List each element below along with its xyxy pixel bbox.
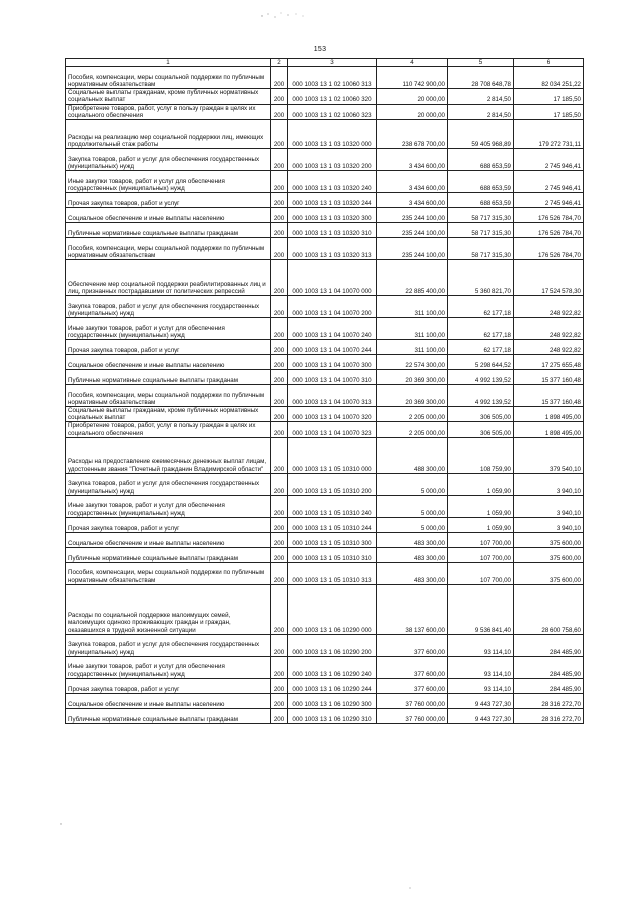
unexecuted-amount-cell: 176 526 784,70 — [514, 223, 584, 238]
table-row — [66, 634, 584, 656]
budget-classification-code-cell: 000 1003 13 1 04 10070 200 — [288, 296, 377, 318]
column-header: 6 — [514, 59, 584, 67]
table-row — [66, 193, 584, 208]
table-row — [66, 318, 584, 340]
budget-classification-code-cell: 000 1003 13 1 04 10070 244 — [288, 340, 377, 355]
table-row — [66, 656, 584, 678]
executed-amount-cell: 93 114,10 — [448, 634, 514, 656]
column-header: 2 — [271, 59, 288, 67]
budget-classification-code-cell: 000 1003 13 1 02 10060 323 — [288, 104, 377, 119]
unexecuted-amount-cell: 284 485,90 — [514, 634, 584, 656]
table-row — [66, 385, 584, 407]
department-code-cell: 200 — [271, 547, 288, 562]
expense-name-cell: Социальное обеспечение и иные выплаты населению — [66, 208, 271, 223]
executed-amount-cell: 62 177,18 — [448, 318, 514, 340]
expense-name-cell: Прочая закупка товаров, работ и услуг — [66, 340, 271, 355]
budget-classification-code-cell: 000 1003 13 1 06 10290 300 — [288, 693, 377, 708]
executed-amount-cell: 9 443 727,30 — [448, 708, 514, 723]
department-code-cell: 200 — [271, 223, 288, 238]
approved-amount-cell: 110 742 900,00 — [377, 67, 448, 89]
department-code-cell: 200 — [271, 355, 288, 370]
unexecuted-amount-cell: 284 485,90 — [514, 678, 584, 693]
expense-name-cell: Социальное обеспечение и иные выплаты населению — [66, 532, 271, 547]
budget-classification-code-cell: 000 1003 13 1 05 10310 000 — [288, 437, 377, 473]
unexecuted-amount-cell: 28 316 272,70 — [514, 693, 584, 708]
approved-amount-cell: 5 000,00 — [377, 495, 448, 517]
unexecuted-amount-cell: 3 940,10 — [514, 473, 584, 495]
expense-name-cell: Социальные выплаты гражданам, кроме публичных нормативных социальных выплат — [66, 89, 271, 104]
budget-classification-code-cell: 000 1003 13 1 04 10070 000 — [288, 260, 377, 296]
budget-classification-code-cell: 000 1003 13 1 05 10310 244 — [288, 517, 377, 532]
unexecuted-amount-cell: 3 940,10 — [514, 517, 584, 532]
department-code-cell: 200 — [271, 532, 288, 547]
table-row — [66, 517, 584, 532]
executed-amount-cell: 107 700,00 — [448, 547, 514, 562]
approved-amount-cell: 20 369 300,00 — [377, 370, 448, 385]
table-row — [66, 437, 584, 473]
budget-classification-code-cell: 000 1003 13 1 04 10070 320 — [288, 407, 377, 422]
department-code-cell: 200 — [271, 67, 288, 89]
budget-classification-code-cell: 000 1003 13 1 03 10320 310 — [288, 223, 377, 238]
executed-amount-cell: 58 717 315,30 — [448, 223, 514, 238]
table-row — [66, 407, 584, 422]
unexecuted-amount-cell: 375 600,00 — [514, 562, 584, 584]
executed-amount-cell: 58 717 315,30 — [448, 208, 514, 223]
department-code-cell: 200 — [271, 318, 288, 340]
expense-name-cell: Расходы на предоставление ежемесячных денежных выплат лицам, удостоенным звания "Почетный гражданин Владимирской области" — [66, 437, 271, 473]
table-row — [66, 340, 584, 355]
table-row — [66, 67, 584, 89]
department-code-cell: 200 — [271, 260, 288, 296]
expense-name-cell: Закупка товаров, работ и услуг для обеспечения государственных (муниципальных) нужд — [66, 473, 271, 495]
approved-amount-cell: 2 205 000,00 — [377, 422, 448, 437]
department-code-cell: 200 — [271, 296, 288, 318]
table-row — [66, 547, 584, 562]
table-row — [66, 120, 584, 149]
approved-amount-cell: 5 000,00 — [377, 517, 448, 532]
table-row — [66, 532, 584, 547]
approved-amount-cell: 20 369 300,00 — [377, 385, 448, 407]
executed-amount-cell: 2 814,50 — [448, 104, 514, 119]
expense-name-cell: Иные закупки товаров, работ и услуг для обеспечения государственных (муниципальных) нужд — [66, 318, 271, 340]
executed-amount-cell: 58 717 315,30 — [448, 238, 514, 260]
unexecuted-amount-cell: 179 272 731,11 — [514, 120, 584, 149]
approved-amount-cell: 22 574 300,00 — [377, 355, 448, 370]
budget-classification-code-cell: 000 1003 13 1 06 10290 240 — [288, 656, 377, 678]
unexecuted-amount-cell: 248 922,82 — [514, 296, 584, 318]
executed-amount-cell: 688 653,59 — [448, 149, 514, 171]
expense-name-cell: Прочая закупка товаров, работ и услуг — [66, 193, 271, 208]
budget-classification-code-cell: 000 1003 13 1 05 10310 310 — [288, 547, 377, 562]
unexecuted-amount-cell: 2 745 946,41 — [514, 149, 584, 171]
budget-classification-code-cell: 000 1003 13 1 05 10310 300 — [288, 532, 377, 547]
table-row — [66, 149, 584, 171]
table-row — [66, 584, 584, 634]
unexecuted-amount-cell: 3 940,10 — [514, 495, 584, 517]
budget-classification-code-cell: 000 1003 13 1 05 10310 200 — [288, 473, 377, 495]
expense-name-cell: Социальное обеспечение и иные выплаты населению — [66, 355, 271, 370]
approved-amount-cell: 483 300,00 — [377, 562, 448, 584]
budget-classification-code-cell: 000 1003 13 1 03 10320 244 — [288, 193, 377, 208]
table-row — [66, 89, 584, 104]
table-row — [66, 562, 584, 584]
expense-name-cell: Расходы по социальной поддержке малоимущих семей, малоимущих одиноко проживающих граждан и граждан, оказавшихся в трудной жизненной ситуации — [66, 584, 271, 634]
executed-amount-cell: 107 700,00 — [448, 532, 514, 547]
executed-amount-cell: 1 059,90 — [448, 517, 514, 532]
department-code-cell: 200 — [271, 678, 288, 693]
unexecuted-amount-cell: 248 922,82 — [514, 318, 584, 340]
department-code-cell: 200 — [271, 517, 288, 532]
table-row — [66, 708, 584, 723]
expense-name-cell: Обеспечение мер социальной поддержки реабилитированных лиц и лиц, признанных пострадавшими от политических репрессий — [66, 260, 271, 296]
table-row — [66, 296, 584, 318]
executed-amount-cell: 5 360 821,70 — [448, 260, 514, 296]
expense-name-cell: Пособия, компенсации, меры социальной поддержки по публичным нормативным обязательствам — [66, 238, 271, 260]
column-header: 3 — [288, 59, 377, 67]
expense-name-cell: Пособия, компенсации, меры социальной поддержки по публичным нормативным обязательствам — [66, 385, 271, 407]
unexecuted-amount-cell: 17 185,50 — [514, 104, 584, 119]
expense-name-cell: Прочая закупка товаров, работ и услуг — [66, 517, 271, 532]
expense-name-cell: Иные закупки товаров, работ и услуг для обеспечения государственных (муниципальных) нужд — [66, 495, 271, 517]
page-number: 153 — [313, 46, 327, 53]
unexecuted-amount-cell: 176 526 784,70 — [514, 238, 584, 260]
budget-classification-code-cell: 000 1003 13 1 04 10070 323 — [288, 422, 377, 437]
unexecuted-amount-cell: 248 922,82 — [514, 340, 584, 355]
department-code-cell: 200 — [271, 385, 288, 407]
unexecuted-amount-cell: 28 600 758,60 — [514, 584, 584, 634]
table-row — [66, 678, 584, 693]
executed-amount-cell: 2 814,50 — [448, 89, 514, 104]
budget-classification-code-cell: 000 1003 13 1 03 10320 000 — [288, 120, 377, 149]
expense-name-cell: Прочая закупка товаров, работ и услуг — [66, 678, 271, 693]
executed-amount-cell: 688 653,59 — [448, 171, 514, 193]
unexecuted-amount-cell: 375 600,00 — [514, 547, 584, 562]
expense-name-cell: Закупка товаров, работ и услуг для обеспечения государственных (муниципальных) нужд — [66, 296, 271, 318]
expense-name-cell: Публичные нормативные социальные выплаты гражданам — [66, 223, 271, 238]
expense-name-cell: Публичные нормативные социальные выплаты гражданам — [66, 370, 271, 385]
approved-amount-cell: 2 205 000,00 — [377, 407, 448, 422]
expense-name-cell: Закупка товаров, работ и услуг для обеспечения государственных (муниципальных) нужд — [66, 149, 271, 171]
table-row — [66, 473, 584, 495]
expense-name-cell: Публичные нормативные социальные выплаты гражданам — [66, 708, 271, 723]
expense-name-cell: Пособия, компенсации, меры социальной поддержки по публичным нормативным обязательствам — [66, 67, 271, 89]
unexecuted-amount-cell: 15 377 160,48 — [514, 370, 584, 385]
expense-name-cell: Иные закупки товаров, работ и услуг для обеспечения государственных (муниципальных) нужд — [66, 171, 271, 193]
unexecuted-amount-cell: 1 898 495,00 — [514, 407, 584, 422]
budget-classification-code-cell: 000 1003 13 1 03 10320 200 — [288, 149, 377, 171]
unexecuted-amount-cell: 28 316 272,70 — [514, 708, 584, 723]
table-row — [66, 260, 584, 296]
unexecuted-amount-cell: 375 600,00 — [514, 532, 584, 547]
expense-name-cell: Закупка товаров, работ и услуг для обеспечения государственных (муниципальных) нужд — [66, 634, 271, 656]
approved-amount-cell: 483 300,00 — [377, 547, 448, 562]
budget-classification-code-cell: 000 1003 13 1 05 10310 240 — [288, 495, 377, 517]
executed-amount-cell: 62 177,18 — [448, 340, 514, 355]
table-row — [66, 104, 584, 119]
budget-classification-code-cell: 000 1003 13 1 06 10290 310 — [288, 708, 377, 723]
budget-classification-code-cell: 000 1003 13 1 06 10290 200 — [288, 634, 377, 656]
budget-classification-code-cell: 000 1003 13 1 02 10060 313 — [288, 67, 377, 89]
unexecuted-amount-cell: 284 485,90 — [514, 656, 584, 678]
budget-classification-code-cell: 000 1003 13 1 06 10290 244 — [288, 678, 377, 693]
budget-classification-code-cell: 000 1003 13 1 04 10070 240 — [288, 318, 377, 340]
unexecuted-amount-cell: 17 275 655,48 — [514, 355, 584, 370]
expense-name-cell: Социальное обеспечение и иные выплаты населению — [66, 693, 271, 708]
budget-classification-code-cell: 000 1003 13 1 05 10310 313 — [288, 562, 377, 584]
unexecuted-amount-cell: 176 526 784,70 — [514, 208, 584, 223]
department-code-cell: 200 — [271, 149, 288, 171]
department-code-cell: 200 — [271, 584, 288, 634]
budget-execution-table — [65, 58, 584, 724]
expense-name-cell: Иные закупки товаров, работ и услуг для обеспечения государственных (муниципальных) нужд — [66, 656, 271, 678]
table-body — [66, 67, 584, 724]
executed-amount-cell: 1 059,90 — [448, 473, 514, 495]
expense-name-cell: Приобретение товаров, работ, услуг в пользу граждан в целях их социального обеспечения — [66, 104, 271, 119]
approved-amount-cell: 311 100,00 — [377, 318, 448, 340]
department-code-cell: 200 — [271, 495, 288, 517]
department-code-cell: 200 — [271, 693, 288, 708]
unexecuted-amount-cell: 15 377 160,48 — [514, 385, 584, 407]
unexecuted-amount-cell: 82 034 251,22 — [514, 67, 584, 89]
column-header: 5 — [448, 59, 514, 67]
executed-amount-cell: 59 405 968,89 — [448, 120, 514, 149]
department-code-cell: 200 — [271, 422, 288, 437]
expense-name-cell: Публичные нормативные социальные выплаты гражданам — [66, 547, 271, 562]
budget-classification-code-cell: 000 1003 13 1 03 10320 313 — [288, 238, 377, 260]
department-code-cell: 200 — [271, 708, 288, 723]
budget-classification-code-cell: 000 1003 13 1 04 10070 300 — [288, 355, 377, 370]
unexecuted-amount-cell: 2 745 946,41 — [514, 171, 584, 193]
expense-name-cell: Социальные выплаты гражданам, кроме публичных нормативных социальных выплат — [66, 407, 271, 422]
approved-amount-cell: 37 760 000,00 — [377, 693, 448, 708]
table-row — [66, 208, 584, 223]
department-code-cell: 200 — [271, 171, 288, 193]
approved-amount-cell: 20 000,00 — [377, 89, 448, 104]
table-row — [66, 495, 584, 517]
approved-amount-cell: 377 600,00 — [377, 656, 448, 678]
approved-amount-cell: 38 137 600,00 — [377, 584, 448, 634]
department-code-cell: 200 — [271, 340, 288, 355]
table-row — [66, 223, 584, 238]
column-header: 1 — [66, 59, 271, 67]
executed-amount-cell: 688 653,59 — [448, 193, 514, 208]
department-code-cell: 200 — [271, 238, 288, 260]
department-code-cell: 200 — [271, 407, 288, 422]
department-code-cell: 200 — [271, 89, 288, 104]
table-row — [66, 422, 584, 437]
expense-name-cell: Пособия, компенсации, меры социальной поддержки по публичным нормативным обязательствам — [66, 562, 271, 584]
department-code-cell: 200 — [271, 437, 288, 473]
budget-classification-code-cell: 000 1003 13 1 03 10320 300 — [288, 208, 377, 223]
executed-amount-cell: 4 992 139,52 — [448, 370, 514, 385]
department-code-cell: 200 — [271, 656, 288, 678]
approved-amount-cell: 311 100,00 — [377, 296, 448, 318]
department-code-cell: 200 — [271, 208, 288, 223]
approved-amount-cell: 20 000,00 — [377, 104, 448, 119]
budget-classification-code-cell: 000 1003 13 1 04 10070 313 — [288, 385, 377, 407]
approved-amount-cell: 377 600,00 — [377, 634, 448, 656]
approved-amount-cell: 483 300,00 — [377, 532, 448, 547]
budget-classification-code-cell: 000 1003 13 1 03 10320 240 — [288, 171, 377, 193]
unexecuted-amount-cell: 1 898 495,00 — [514, 422, 584, 437]
approved-amount-cell: 3 434 600,00 — [377, 149, 448, 171]
approved-amount-cell: 235 244 100,00 — [377, 238, 448, 260]
department-code-cell: 200 — [271, 370, 288, 385]
executed-amount-cell: 62 177,18 — [448, 296, 514, 318]
table-row — [66, 171, 584, 193]
department-code-cell: 200 — [271, 634, 288, 656]
table-header-row — [66, 59, 584, 67]
executed-amount-cell: 1 059,90 — [448, 495, 514, 517]
approved-amount-cell: 22 885 400,00 — [377, 260, 448, 296]
approved-amount-cell: 235 244 100,00 — [377, 223, 448, 238]
unexecuted-amount-cell: 17 185,50 — [514, 89, 584, 104]
approved-amount-cell: 5 000,00 — [377, 473, 448, 495]
executed-amount-cell: 306 505,00 — [448, 407, 514, 422]
executed-amount-cell: 93 114,10 — [448, 678, 514, 693]
expense-name-cell: Расходы на реализацию мер социальной поддержки лиц, имеющих продолжительный стаж работы — [66, 120, 271, 149]
executed-amount-cell: 108 759,90 — [448, 437, 514, 473]
approved-amount-cell: 488 300,00 — [377, 437, 448, 473]
budget-classification-code-cell: 000 1003 13 1 04 10070 310 — [288, 370, 377, 385]
table-row — [66, 238, 584, 260]
table-row — [66, 355, 584, 370]
executed-amount-cell: 5 298 644,52 — [448, 355, 514, 370]
executed-amount-cell: 93 114,10 — [448, 656, 514, 678]
budget-classification-code-cell: 000 1003 13 1 06 10290 000 — [288, 584, 377, 634]
unexecuted-amount-cell: 17 524 578,30 — [514, 260, 584, 296]
budget-classification-code-cell: 000 1003 13 1 02 10060 320 — [288, 89, 377, 104]
approved-amount-cell: 311 100,00 — [377, 340, 448, 355]
table-row — [66, 693, 584, 708]
expense-name-cell: Приобретение товаров, работ, услуг в пользу граждан в целях их социального обеспечения — [66, 422, 271, 437]
department-code-cell: 200 — [271, 562, 288, 584]
executed-amount-cell: 107 700,00 — [448, 562, 514, 584]
department-code-cell: 200 — [271, 120, 288, 149]
approved-amount-cell: 3 434 600,00 — [377, 171, 448, 193]
executed-amount-cell: 4 992 139,52 — [448, 385, 514, 407]
department-code-cell: 200 — [271, 104, 288, 119]
approved-amount-cell: 377 600,00 — [377, 678, 448, 693]
approved-amount-cell: 3 434 600,00 — [377, 193, 448, 208]
department-code-cell: 200 — [271, 473, 288, 495]
executed-amount-cell: 306 505,00 — [448, 422, 514, 437]
approved-amount-cell: 37 760 000,00 — [377, 708, 448, 723]
approved-amount-cell: 238 678 700,00 — [377, 120, 448, 149]
unexecuted-amount-cell: 379 540,10 — [514, 437, 584, 473]
unexecuted-amount-cell: 2 745 946,41 — [514, 193, 584, 208]
department-code-cell: 200 — [271, 193, 288, 208]
column-header: 4 — [377, 59, 448, 67]
table-row — [66, 370, 584, 385]
approved-amount-cell: 235 244 100,00 — [377, 208, 448, 223]
executed-amount-cell: 9 536 841,40 — [448, 584, 514, 634]
executed-amount-cell: 28 708 648,78 — [448, 67, 514, 89]
executed-amount-cell: 9 443 727,30 — [448, 693, 514, 708]
